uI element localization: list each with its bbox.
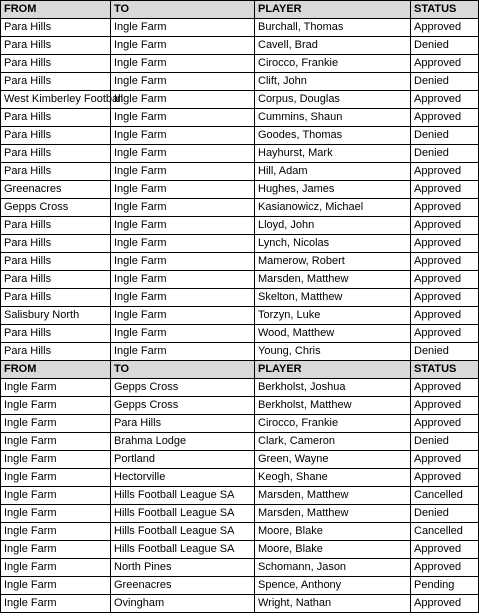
table-row [1, 109, 479, 127]
cell-to[interactable]: Ingle Farm [111, 343, 255, 361]
cell-from[interactable]: Ingle Farm [1, 451, 111, 469]
table-row [1, 523, 479, 541]
cell-from[interactable]: Ingle Farm [1, 379, 111, 397]
cell-status[interactable]: Approved [411, 181, 479, 199]
table-row [1, 415, 479, 433]
cell-from[interactable]: Ingle Farm [1, 433, 111, 451]
cell-player[interactable]: Clark, Cameron [255, 433, 411, 451]
cell-to[interactable]: Ingle Farm [111, 271, 255, 289]
cell-player[interactable]: Marsden, Matthew [255, 487, 411, 505]
table-row [1, 559, 479, 577]
cell-to[interactable]: Hills Football League SA [111, 541, 255, 559]
table-row [1, 73, 479, 91]
cell-from[interactable]: Ingle Farm [1, 595, 111, 613]
table-row [1, 433, 479, 451]
header-player[interactable]: PLAYER [255, 361, 411, 379]
cell-from[interactable]: Ingle Farm [1, 397, 111, 415]
cell-status[interactable]: Cancelled [411, 523, 479, 541]
cell-from[interactable]: Para Hills [1, 55, 111, 73]
cell-to[interactable]: Ingle Farm [111, 73, 255, 91]
header-status[interactable]: STATUS [411, 361, 479, 379]
cell-from[interactable]: Para Hills [1, 37, 111, 55]
cell-to[interactable]: Ingle Farm [111, 307, 255, 325]
cell-from[interactable]: Para Hills [1, 325, 111, 343]
cell-player[interactable]: Marsden, Matthew [255, 505, 411, 523]
cell-from[interactable]: West Kimberley Football [1, 91, 111, 109]
header-from[interactable]: FROM [1, 361, 111, 379]
cell-to[interactable]: Brahma Lodge [111, 433, 255, 451]
cell-status[interactable]: Approved [411, 415, 479, 433]
cell-status[interactable]: Approved [411, 469, 479, 487]
cell-to[interactable]: Ingle Farm [111, 235, 255, 253]
cell-status[interactable]: Denied [411, 127, 479, 145]
cell-status[interactable]: Approved [411, 253, 479, 271]
cell-status[interactable]: Approved [411, 289, 479, 307]
cell-from[interactable]: Ingle Farm [1, 487, 111, 505]
table-row [1, 343, 479, 361]
cell-player[interactable]: Hill, Adam [255, 163, 411, 181]
cell-to[interactable]: Hills Football League SA [111, 523, 255, 541]
cell-to[interactable]: Ingle Farm [111, 181, 255, 199]
cell-status[interactable]: Denied [411, 505, 479, 523]
cell-to[interactable]: Ovingham [111, 595, 255, 613]
cell-to[interactable]: Ingle Farm [111, 253, 255, 271]
table-row [1, 217, 479, 235]
cell-to[interactable]: Ingle Farm [111, 217, 255, 235]
cell-from[interactable]: Ingle Farm [1, 559, 111, 577]
cell-player[interactable]: Cavell, Brad [255, 37, 411, 55]
cell-status[interactable]: Denied [411, 145, 479, 163]
cell-from[interactable]: Para Hills [1, 109, 111, 127]
cell-player[interactable]: Moore, Blake [255, 523, 411, 541]
cell-player[interactable]: Clift, John [255, 73, 411, 91]
cell-to[interactable]: Ingle Farm [111, 55, 255, 73]
cell-status[interactable]: Approved [411, 217, 479, 235]
cell-player[interactable]: Berkholst, Matthew [255, 397, 411, 415]
cell-status[interactable]: Approved [411, 19, 479, 37]
cell-status[interactable]: Approved [411, 271, 479, 289]
cell-player[interactable]: Torzyn, Luke [255, 307, 411, 325]
table-row [1, 91, 479, 109]
cell-from[interactable]: Para Hills [1, 217, 111, 235]
cell-player[interactable]: Lloyd, John [255, 217, 411, 235]
cell-status[interactable]: Denied [411, 37, 479, 55]
cell-player[interactable]: Lynch, Nicolas [255, 235, 411, 253]
table-row [1, 163, 479, 181]
cell-to[interactable]: Ingle Farm [111, 289, 255, 307]
cell-player[interactable]: Marsden, Matthew [255, 271, 411, 289]
header-from[interactable]: FROM [1, 1, 111, 19]
cell-player[interactable]: Wood, Matthew [255, 325, 411, 343]
cell-player[interactable]: Corpus, Douglas [255, 91, 411, 109]
cell-from[interactable]: Para Hills [1, 127, 111, 145]
cell-from[interactable]: Para Hills [1, 271, 111, 289]
table-row [1, 325, 479, 343]
cell-from[interactable]: Greenacres [1, 181, 111, 199]
header-row [1, 1, 479, 19]
cell-from[interactable]: Gepps Cross [1, 199, 111, 217]
cell-from[interactable]: Ingle Farm [1, 469, 111, 487]
cell-status[interactable]: Approved [411, 235, 479, 253]
cell-player[interactable]: Berkholst, Joshua [255, 379, 411, 397]
table-row [1, 127, 479, 145]
cell-status[interactable]: Approved [411, 559, 479, 577]
cell-status[interactable]: Approved [411, 91, 479, 109]
table-row [1, 469, 479, 487]
cell-status[interactable]: Approved [411, 541, 479, 559]
cell-to[interactable]: Ingle Farm [111, 37, 255, 55]
cell-to[interactable]: Ingle Farm [111, 163, 255, 181]
table-row [1, 505, 479, 523]
header-to[interactable]: TO [111, 1, 255, 19]
header-to[interactable]: TO [111, 361, 255, 379]
cell-from[interactable]: Salisbury North [1, 307, 111, 325]
cell-status[interactable]: Pending [411, 577, 479, 595]
cell-from[interactable]: Para Hills [1, 19, 111, 37]
cell-from[interactable]: Para Hills [1, 163, 111, 181]
table-row [1, 271, 479, 289]
cell-status[interactable]: Approved [411, 109, 479, 127]
cell-from[interactable]: Ingle Farm [1, 541, 111, 559]
table-row [1, 451, 479, 469]
cell-status[interactable]: Denied [411, 433, 479, 451]
cell-from[interactable]: Ingle Farm [1, 415, 111, 433]
cell-player[interactable]: Mamerow, Robert [255, 253, 411, 271]
table-row [1, 37, 479, 55]
cell-to[interactable]: Ingle Farm [111, 199, 255, 217]
cell-player[interactable]: Schomann, Jason [255, 559, 411, 577]
cell-to[interactable]: Ingle Farm [111, 145, 255, 163]
cell-to[interactable]: Para Hills [111, 415, 255, 433]
table-body [1, 1, 479, 613]
table-row [1, 577, 479, 595]
cell-player[interactable]: Young, Chris [255, 343, 411, 361]
cell-status[interactable]: Approved [411, 163, 479, 181]
cell-status[interactable]: Cancelled [411, 487, 479, 505]
cell-to[interactable]: Gepps Cross [111, 379, 255, 397]
cell-to[interactable]: Gepps Cross [111, 397, 255, 415]
cell-from[interactable]: Para Hills [1, 73, 111, 91]
cell-player[interactable]: Hughes, James [255, 181, 411, 199]
cell-from[interactable]: Para Hills [1, 145, 111, 163]
table-row [1, 487, 479, 505]
cell-from[interactable]: Ingle Farm [1, 523, 111, 541]
cell-status[interactable]: Approved [411, 379, 479, 397]
header-player[interactable]: PLAYER [255, 1, 411, 19]
header-status[interactable]: STATUS [411, 1, 479, 19]
cell-status[interactable]: Denied [411, 343, 479, 361]
cell-player[interactable]: Hayhurst, Mark [255, 145, 411, 163]
cell-player[interactable]: Moore, Blake [255, 541, 411, 559]
cell-player[interactable]: Cummins, Shaun [255, 109, 411, 127]
cell-from[interactable]: Para Hills [1, 289, 111, 307]
cell-to[interactable]: Ingle Farm [111, 109, 255, 127]
cell-to[interactable]: Portland [111, 451, 255, 469]
cell-to[interactable]: Hectorville [111, 469, 255, 487]
table-row [1, 145, 479, 163]
cell-from[interactable]: Ingle Farm [1, 505, 111, 523]
cell-player[interactable]: Spence, Anthony [255, 577, 411, 595]
header-row [1, 361, 479, 379]
table-row [1, 253, 479, 271]
cell-player[interactable]: Burchall, Thomas [255, 19, 411, 37]
table-row [1, 595, 479, 613]
cell-to[interactable]: Greenacres [111, 577, 255, 595]
cell-player[interactable]: Keogh, Shane [255, 469, 411, 487]
cell-status[interactable]: Approved [411, 397, 479, 415]
cell-to[interactable]: Ingle Farm [111, 19, 255, 37]
cell-player[interactable]: Kasianowicz, Michael [255, 199, 411, 217]
table-row [1, 289, 479, 307]
table-row [1, 19, 479, 37]
cell-to[interactable]: Ingle Farm [111, 127, 255, 145]
table-row [1, 235, 479, 253]
cell-to[interactable]: Hills Football League SA [111, 487, 255, 505]
table-row [1, 181, 479, 199]
cell-to[interactable]: Ingle Farm [111, 325, 255, 343]
table-row [1, 307, 479, 325]
cell-player[interactable]: Cirocco, Frankie [255, 415, 411, 433]
cell-status[interactable]: Approved [411, 595, 479, 613]
cell-from[interactable]: Para Hills [1, 235, 111, 253]
cell-from[interactable]: Para Hills [1, 343, 111, 361]
cell-status[interactable]: Denied [411, 73, 479, 91]
cell-to[interactable]: Hills Football League SA [111, 505, 255, 523]
cell-from[interactable]: Para Hills [1, 253, 111, 271]
cell-status[interactable]: Approved [411, 199, 479, 217]
table-row [1, 541, 479, 559]
cell-player[interactable]: Goodes, Thomas [255, 127, 411, 145]
cell-to[interactable]: Ingle Farm [111, 91, 255, 109]
table-row [1, 199, 479, 217]
cell-player[interactable]: Green, Wayne [255, 451, 411, 469]
table-row [1, 379, 479, 397]
cell-to[interactable]: North Pines [111, 559, 255, 577]
cell-status[interactable]: Approved [411, 325, 479, 343]
cell-status[interactable]: Approved [411, 307, 479, 325]
cell-from[interactable]: Ingle Farm [1, 577, 111, 595]
table-row [1, 55, 479, 73]
cell-status[interactable]: Approved [411, 451, 479, 469]
table-row [1, 397, 479, 415]
cell-player[interactable]: Skelton, Matthew [255, 289, 411, 307]
cell-player[interactable]: Wright, Nathan [255, 595, 411, 613]
cell-status[interactable]: Approved [411, 55, 479, 73]
cell-player[interactable]: Cirocco, Frankie [255, 55, 411, 73]
